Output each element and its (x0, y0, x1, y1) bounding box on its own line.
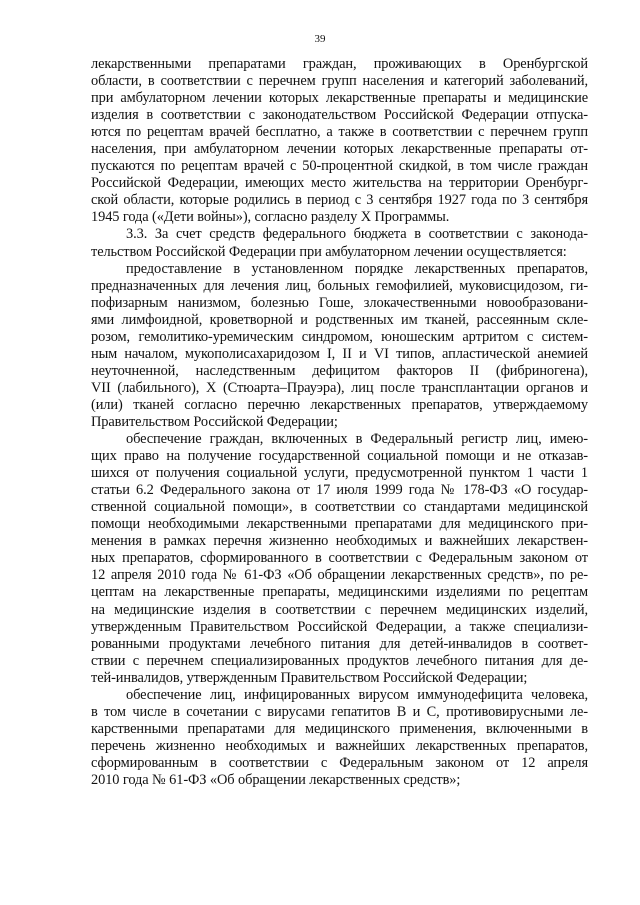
text-line: 1945 года («Дети войны»), согласно разделу X Программы. (91, 209, 450, 226)
text-line: в том числе в сочетании с вирусами гепатитов B и C, противовирусными ле- (91, 703, 588, 720)
text-line: предоставление в установленном порядке лекарственных препаратов, (126, 260, 588, 277)
text-line: Правительством Российской Федерации; (91, 413, 338, 430)
text-line: на медицинские изделия в соответствии с перечнем медицинских изделий, (91, 601, 588, 618)
text-line: ями лимфоидной, кроветворной и родственных им тканей, рассеянным скле- (91, 311, 588, 328)
text-line: рованными продуктами лечебного питания для детей-инвалидов в соответ- (91, 635, 588, 652)
text-line: 2010 года № 61-ФЗ «Об обращении лекарственных средств»; (91, 771, 461, 788)
text-line: менения в рамках перечня жизненно необходимых и важнейших лекарствен- (91, 533, 588, 550)
text-line: изделия в соответствии с законодательством Российской Федерации отпуска- (91, 107, 588, 124)
paragraph-hemophilia (91, 261, 588, 431)
text-line: 12 апреля 2010 года № 61-ФЗ «Об обращении лекарственных средств», по ре- (91, 567, 588, 584)
document-body (91, 56, 588, 789)
text-line: ным началом, мукополисахаридозом I, II и VI типов, апластической анемией (91, 345, 588, 362)
text-line: при амбулаторном лечении которых лекарственные препараты и медицинские (91, 90, 588, 107)
paragraph-3-3 (91, 226, 588, 260)
text-line: тей-инвалидов, утвержденным Правительством Российской Федерации; (91, 669, 528, 686)
text-line: сформированным в соответствии с Федеральным законом от 12 апреля (91, 754, 588, 771)
text-line: шихся от получения социальной услуги, предусмотренной пунктом 1 части 1 (91, 465, 588, 482)
paragraph-hiv (91, 687, 588, 789)
text-line: 3.3. За счет средств федерального бюджета в соответствии с законода- (126, 226, 588, 243)
text-line: помощи необходимыми лекарственными препаратами для медицинского при- (91, 516, 588, 533)
text-line: обеспечение граждан, включенных в Федеральный регистр лиц, имею- (126, 431, 588, 448)
text-line: лекарственными препаратами граждан, проживающих в Оренбургской (91, 56, 588, 72)
text-line: перечень жизненно необходимых и важнейших лекарственных препаратов, (91, 737, 588, 754)
page-number: 39 (314, 33, 326, 45)
text-line: карственными препаратами для медицинского применения, включенными в (91, 720, 588, 737)
text-line: обеспечение лиц, инфицированных вирусом иммунодефицита человека, (126, 686, 588, 703)
text-line: утвержденным Правительством Российской Федерации, а также специализи- (91, 618, 588, 635)
text-line: тельством Российской Федерации при амбулаторном лечении осуществляется: (91, 243, 567, 260)
text-line: неуточненной, наследственным дефицитом факторов II (фибриногена), (91, 362, 588, 379)
text-line: ственной социальной помощи», в соответствии со стандартами медицинской (91, 499, 588, 516)
paragraph-orenburg (91, 56, 588, 226)
text-line: области, в соответствии с перечнем групп населения и категорий заболеваний, (91, 73, 588, 90)
text-line: Российской Федерации, имеющих место жительства на территории Оренбург- (91, 175, 588, 192)
text-line: предназначенных для лечения лиц, больных гемофилией, муковисцидозом, ги- (91, 277, 588, 294)
text-line: ных препаратов, сформированного в соответствии с Федеральным законом от (91, 550, 588, 567)
text-line: VII (лабильного), X (Стюарта–Прауэра), лиц после трансплантации органов и (91, 379, 588, 396)
text-line: населения, при амбулаторном лечении которых лекарственные препараты от- (91, 141, 588, 158)
text-line: (или) тканей согласно перечню лекарственных препаратов, утверждаемому (91, 396, 588, 413)
text-line: пускаются по рецептам врачей с 50-процентной скидкой, в том числе граждан (91, 158, 588, 175)
paragraph-register (91, 431, 588, 687)
text-line: ются по рецептам врачей бесплатно, а также в соответствии с перечнем групп (91, 124, 588, 141)
text-line: цептам на лекарственные препараты, медицинскими изделиями по рецептам (91, 584, 588, 601)
text-line: ствии с перечнем специализированных продуктов лечебного питания для де- (91, 652, 588, 669)
text-line: ской области, которые родились в период с 3 сентября 1927 года по 3 сентября (91, 192, 588, 209)
text-line: щих право на получение государственной социальной помощи и не отказав- (91, 448, 588, 465)
text-line: пофизарным нанизмом, болезнью Гоше, злокачественными новообразовани- (91, 294, 588, 311)
text-line: розом, гемолитико-уремическим синдромом, юношеским артритом с систем- (91, 328, 588, 345)
text-line: статьи 6.2 Федерального закона от 17 июля 1999 года № 178-ФЗ «О государ- (91, 482, 588, 499)
